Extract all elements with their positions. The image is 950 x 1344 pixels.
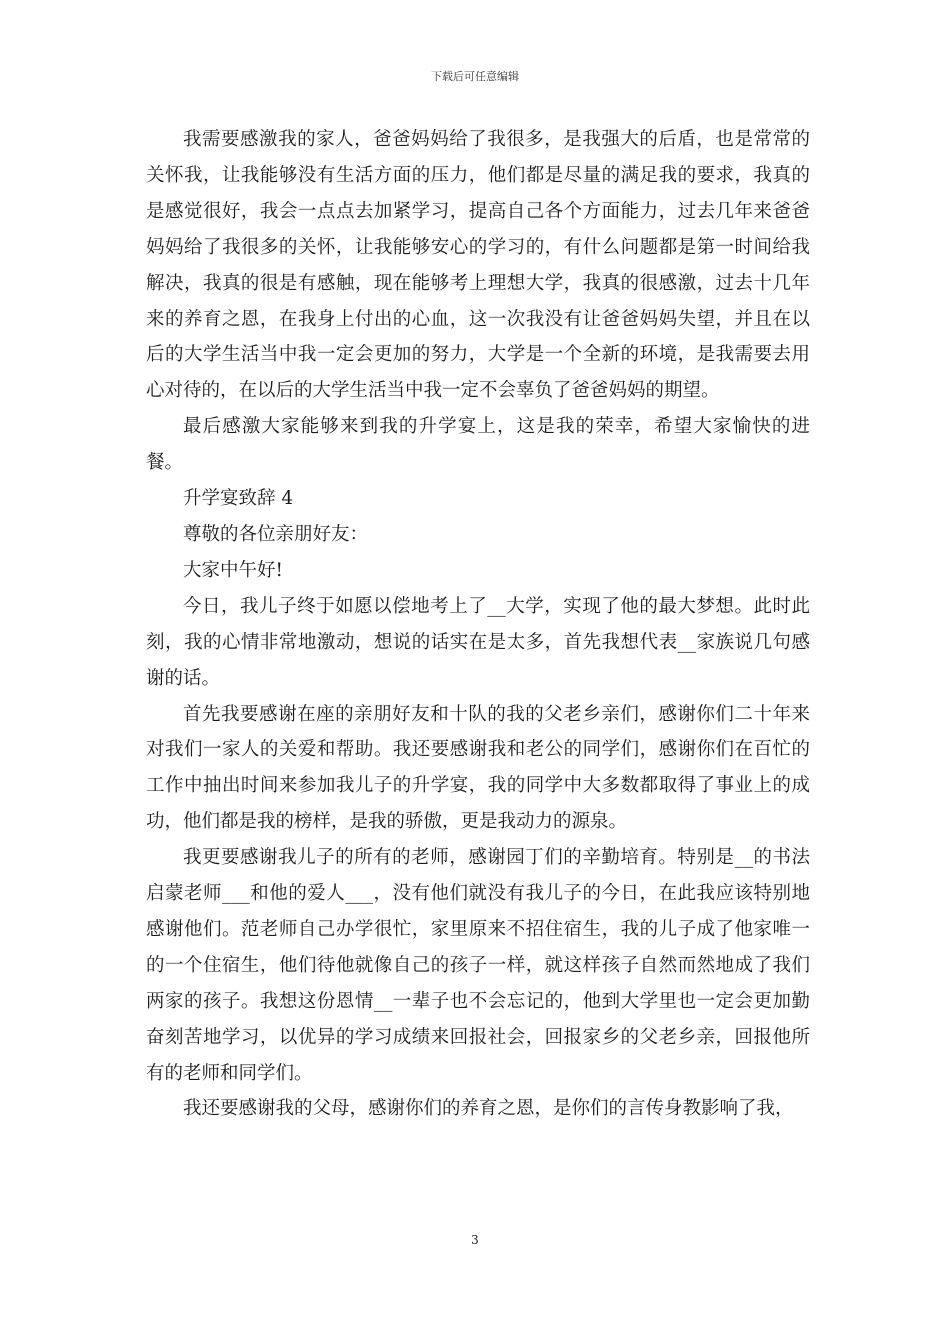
page-number: 3	[471, 1233, 479, 1247]
paragraph-thanks-parents: 我还要感谢我的父母，感谢你们的养育之恩，是你们的言传身教影响了我，	[183, 1098, 794, 1120]
paragraph-closing-thanks: 最后感激大家能够来到我的升学宴上，这是我的荣幸，希望大家愉快的进餐。	[146, 416, 810, 474]
paragraph-family-thanks: 我需要感激我的家人，爸爸妈妈给了我很多，是我强大的后盾，也是常常的关怀我，让我能够没有生活方面的压力，他们都是尽量的满足我的要求，我真的是感觉很好，我会一点点去加紧学习，提高自己各个方面能力，过去几年来爸爸妈妈给了我很多的关怀，让我能够安心的学习的，有什么问题都是第一时间给我解决，我真的很是有感触，现在能够考上理想大学，我真的很感激，过去十几年来的养育之恩，在我身上付出的心血，这一次我没有让爸爸妈妈失望，并且在以后的大学生活当中我一定会更加的努力，大学是一个全新的环境，是我需要去用心对待的，在以后的大学生活当中我一定不会辜负了爸爸妈妈的期望。	[146, 129, 810, 402]
paragraph-thanks-friends: 首先我要感谢在座的亲朋好友和十队的我的父老乡亲们，感谢你们二十年来对我们一家人的关爱和帮助。我还要感谢我和老公的同学们，感谢你们在百忙的工作中抽出时间来参加我儿子的升学宴，我的同学中大多数都取得了事业上的成功，他们都是我的榜样，是我的骄傲，更是我动力的源泉。	[146, 703, 810, 833]
paragraph-intro: 今日，我儿子终于如愿以偿地考上了__大学，实现了他的最大梦想。此时此刻，我的心情非常地激动，想说的话实在是太多，首先我想代表__家族说几句感谢的话。	[146, 595, 810, 689]
document-body	[146, 122, 810, 1127]
paragraph-thanks-teachers: 我更要感谢我儿子的所有的老师，感谢园丁们的辛勤培育。特别是__的书法启蒙老师___和他的爱人___，没有他们就没有我儿子的今日，在此我应该特别地感谢他们。范老师自己办学很忙，家里原来不招住宿生，我的儿子成了他家唯一的一个住宿生，他们待他就像自己的孩子一样，就这样孩子自然而然地成了我们两家的孩子。我想这份恩情__一辈子也不会忘记的，他到大学里也一定会更加勤奋刻苦地学习，以优异的学习成绩来回报社会，回报家乡的父老乡亲，回报他所有的老师和同学们。	[146, 847, 810, 1084]
section-heading: 升学宴致辞 4	[183, 488, 294, 510]
page-header: 下载后可任意编辑	[431, 70, 519, 83]
salutation: 尊敬的各位亲朋好友：	[183, 523, 369, 545]
greeting: 大家中午好!	[183, 559, 283, 581]
